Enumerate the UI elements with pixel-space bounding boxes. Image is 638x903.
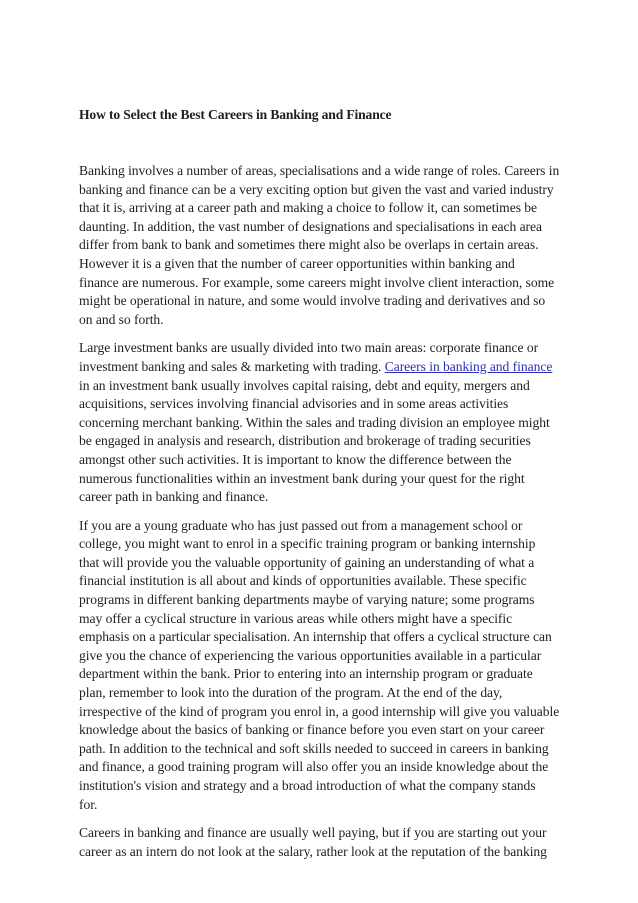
text-line: knowledge about the basics of banking or finance before you even start on your career bbox=[79, 722, 545, 738]
text-line: may offer a cyclical structure in various areas while others might have a specific bbox=[79, 610, 513, 626]
text-line: path. In addition to the technical and soft skills needed to succeed in careers in banking bbox=[79, 740, 549, 756]
text-line: might be operational in nature, and some would involve trading and derivatives and so bbox=[79, 293, 546, 309]
text-line: However it is a given that the number of career opportunities within banking and bbox=[79, 255, 515, 271]
text-line: for. bbox=[79, 796, 98, 812]
text-line: plan, remember to look into the duration of the program. At the end of the day, bbox=[79, 685, 503, 701]
text-line: Careers in banking and finance are usually well paying, but if you are starting out your bbox=[79, 825, 547, 841]
text-segment: investment banking and sales & marketing with trading. bbox=[79, 358, 382, 374]
text-line: career as an intern do not look at the salary, rather look at the reputation of the banking bbox=[79, 843, 547, 859]
text-line: banking and finance can be a very exciting option but given the vast and varied industry bbox=[79, 181, 554, 197]
document-body bbox=[79, 162, 563, 871]
document-title: How to Select the Best Careers in Banking and Finance bbox=[79, 107, 392, 122]
paragraph-1 bbox=[79, 162, 563, 329]
text-line: amongst other such activities. It is important to know the difference between the bbox=[79, 451, 512, 467]
text-line: programs in different banking departments maybe of varying nature; some programs bbox=[79, 592, 535, 608]
text-line: financial institution is all about and kinds of opportunities available. These specific bbox=[79, 573, 527, 589]
text-line: finance are numerous. For example, some careers might involve client interaction, some bbox=[79, 274, 555, 290]
text-line: numerous functionalities within an investment bank during your quest for the right bbox=[79, 470, 525, 486]
text-line: Large investment banks are usually divided into two main areas: corporate finance or bbox=[79, 340, 539, 356]
text-line: in an investment bank usually involves capital raising, debt and equity, mergers and bbox=[79, 377, 530, 393]
text-line-with-link bbox=[79, 358, 563, 377]
text-line: that will provide you the valuable opportunity of gaining an understanding of what a bbox=[79, 554, 535, 570]
text-line: department within the bank. Prior to entering into an internship program or graduate bbox=[79, 666, 533, 682]
text-line: and finance, a good training program will also offer you an inside knowledge about the bbox=[79, 759, 549, 775]
paragraph-4 bbox=[79, 824, 563, 861]
text-line: differ from bank to bank and sometimes there might also be overlaps in certain areas. bbox=[79, 237, 539, 253]
text-line: that it is, arriving at a career path and making a choice to follow it, can sometimes be bbox=[79, 200, 538, 216]
text-line: Banking involves a number of areas, specialisations and a wide range of roles. Careers in bbox=[79, 163, 560, 178]
paragraph-2 bbox=[79, 339, 563, 506]
text-line: be engaged in analysis and research, distribution and brokerage of trading securities bbox=[79, 433, 531, 449]
text-line: If you are a young graduate who has just passed out from a management school or bbox=[79, 517, 523, 533]
text-line: college, you might want to enrol in a specific training program or banking internship bbox=[79, 536, 536, 552]
text-line: daunting. In addition, the vast number of designations and specialisations in each area bbox=[79, 218, 542, 234]
text-line: emphasis on a particular specialisation. An internship that offers a cyclical structure can bbox=[79, 629, 552, 645]
text-line: institution's vision and strategy and a broad introduction of what the company stands bbox=[79, 778, 536, 793]
paragraph-3 bbox=[79, 517, 563, 815]
text-line: irrespective of the kind of program you enrol in, a good internship will give you valuable bbox=[79, 703, 560, 719]
text-line: concerning merchant banking. Within the sales and trading division an employee might bbox=[79, 414, 550, 430]
text-line: acquisitions, services involving financial advisories and in some areas activities bbox=[79, 396, 509, 412]
text-line: career path in banking and finance. bbox=[79, 489, 269, 505]
careers-link[interactable]: Careers in banking and finance bbox=[384, 358, 553, 374]
text-line: give you the chance of experiencing the various opportunities available in a particular bbox=[79, 647, 542, 663]
text-line: on and so forth. bbox=[79, 311, 164, 327]
